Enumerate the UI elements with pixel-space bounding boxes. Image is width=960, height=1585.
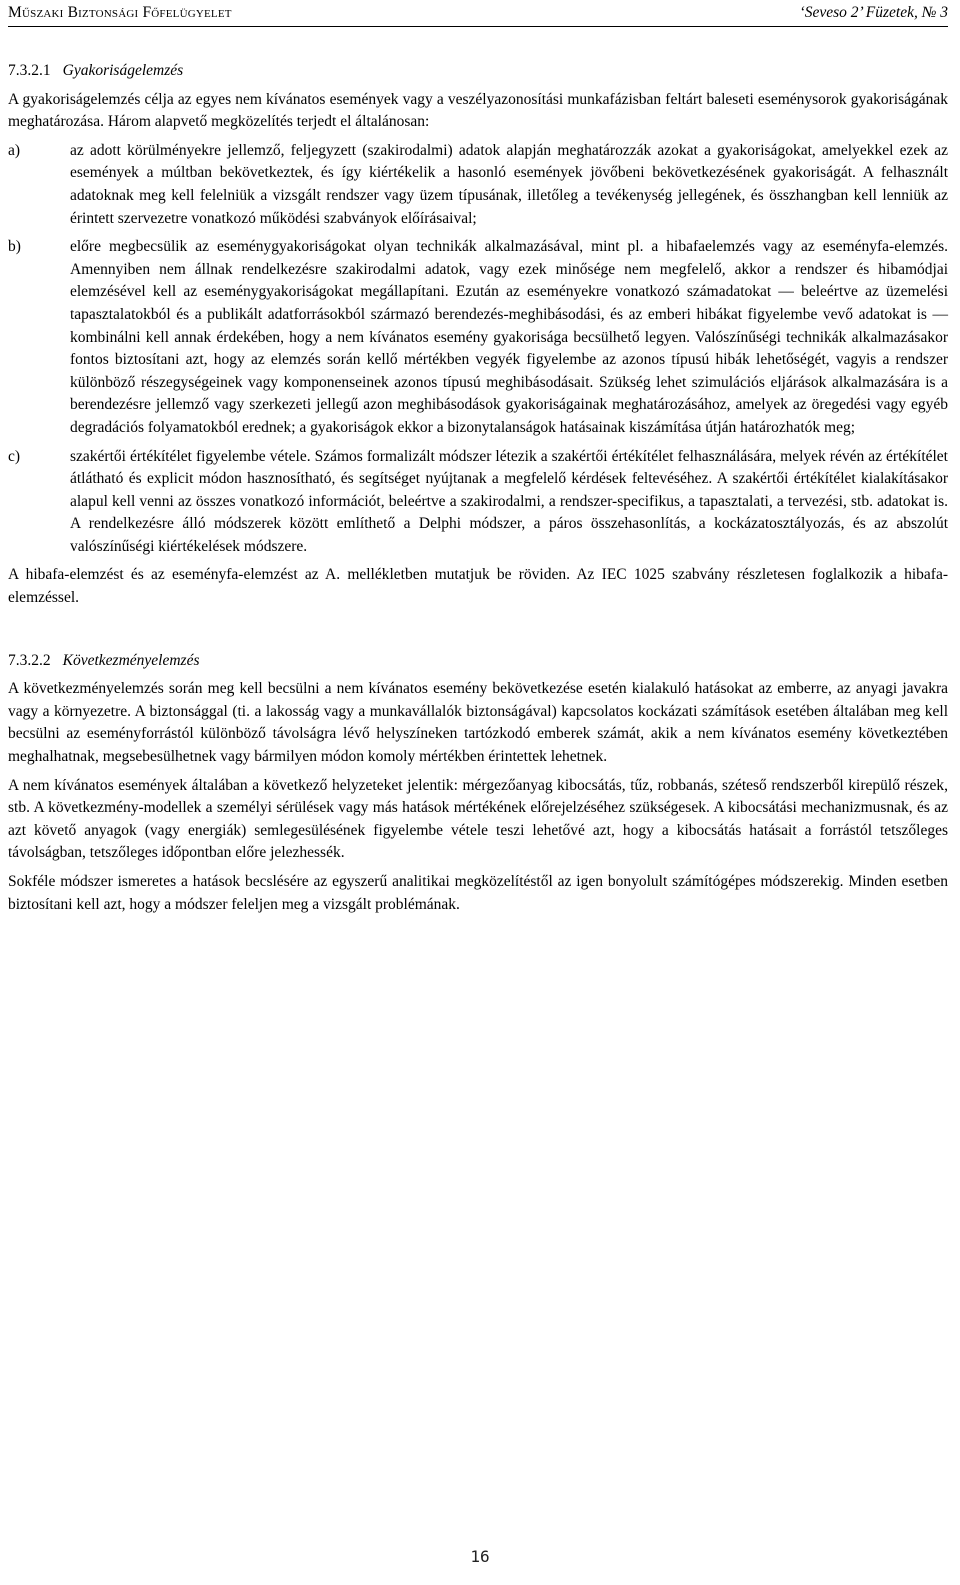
section-heading-frequency <box>8 60 948 83</box>
page-content <box>8 60 948 916</box>
section-number: 7.3.2.1 <box>8 62 51 79</box>
page-number: 16 <box>470 1547 490 1566</box>
closing-paragraph: A hibafa-elemzést és az eseményfa-elemzést az A. mellékletben mutatjuk be röviden. Az IEC 1025 szabvány részletesen foglalkozik a hibafa-elemzéssel. <box>8 566 948 607</box>
section-number: 7.3.2.2 <box>8 651 51 669</box>
section-title: Következményelemzés <box>62 651 200 669</box>
list-text: előre megbecsülik az eseménygyakoriságokat olyan technikák alkalmazásával, mint pl. a hibafaelemzés vagy az eseményfa-elemzés. Amennyiben nem állnak rendelkezésre szakirodalmi adatok, vagy ezek minősége nem megfelelő, akkor a rendszer és hibamódjai elemzésével kell az eseménygyakoriságokat megállapítani. Ezután az eseményekre vonatkozó számadatokat — beleértve az üzemelési tapasztalatokból és a publikált adatforrásokból származó berendezés-meghibásodási, és az emberi hibákat figyelembe vevő adatokat is — kombinálni kell annak érdekében, hogy a nem kívánatos esemény gyakorisága becsülhető legyen. Valószínűségi technikák alkalmazásakor fontos biztosítani azt, hogy az elemzés során kellő mértékben vegyék figyelembe az azonos típusú hibák lehetőségét, vagyis a rendszer különböző részegységeinek vagy komponenseinek azonos típusú meghibásodásait. Szükség lehet szimulációs eljárások alkalmazására is a berendezésre jellemző vagy szerkezeti jellegű azon meghibásodások gyakoriságainak meghatározásához, amelyek az öregedési vagy egyéb degradációs folyamatokból erednek; a gyakoriságok ekkor a bizonytalanságok hatásainak kiszámítása útján határozhatók meg; <box>70 238 948 436</box>
header-organization: Műszaki Biztonsági Főfelügyelet <box>8 4 232 21</box>
list-text: az adott körülményekre jellemző, feljegyzett (szakirodalmi) adatok alapján meghatározzák azokat a gyakoriságokat, amelyekkel ezek az események a múltban bekövetkeztek, és így kiértékelik a hasonló események jövőbeni bekövetkezésének gyakoriságát. A felhasznált adatoknak meg kell felelniük a vizsgált rendszer vagy üzem típusának, illetőleg a tevékenység jellegének, és összhangban kell lenniük az érintett szervezetre vonatkozó működési szabványok előírásaival; <box>70 141 948 227</box>
list-label: a) <box>8 141 21 159</box>
list-label: b) <box>8 238 21 256</box>
list-item-c <box>8 446 948 559</box>
list-text: szakértői értékítélet figyelembe vétele. Számos formalizált módszer létezik a szakértői értékítélet felhasználására, melyek révén az értékítélet átlátható és explicit módon hasznosítható, és segítséget nyújtanak a megfelelő kérdések feltevéséhez. A szakértői értékítélet kialakításakor alapul kell venni az összes vonatkozó információt, beleértve a szakirodalmi, a rendszer-specifikus, a tapasztalati, a tervezési, stb. adatokat is. A rendelkezésre álló módszerek között említhető a Delphi módszer, a páros összehasonlítás, a kockázatosztályozás, és az abszolút valószínűségi kiértékelések módszere. <box>70 447 948 555</box>
list-item-b <box>8 236 948 439</box>
header-series-title: ‘Seveso 2’ Füzetek, № 3 <box>799 4 948 21</box>
page-header <box>8 0 948 27</box>
section-title: Gyakoriságelemzés <box>62 62 184 79</box>
section-heading-consequence <box>8 650 948 673</box>
paragraph: Sokféle módszer ismeretes a hatások becslésére az egyszerű analitikai megközelítéstől az igen bonyolult számítógépes módszerekig. Minden esetben biztosítani kell azt, hogy a módszer feleljen meg a vizsgált problémának. <box>8 873 948 913</box>
intro-paragraph: A gyakoriságelemzés célja az egyes nem kívánatos események vagy a veszélyazonosítási munkafázisban feltárt baleseti eseménysorok gyakoriságának meghatározása. Három alapvető megközelítés terjedt el általánosan: <box>8 90 948 131</box>
paragraph: A nem kívánatos események általában a következő helyzeteket jelentik: mérgezőanyag kibocsátás, tűz, robbanás, széteső rendszerből kirepülő részek, stb. A következmény-modellek a személyi sérülések vagy más hatások mértékének előrejelzéséhez szükségesek. A kibocsátási mechanizmusnak, és az azt követő anyagok (vagy energiák) semlegesülésének figyelembe vétele teszi lehetővé azt, hogy a kibocsátás hatásait a forrástól tetszőleges távolságban, tetszőleges időpontban előre jelezhessék. <box>8 776 948 862</box>
list-item-a <box>8 140 948 230</box>
list-label: c) <box>8 447 21 465</box>
paragraph: A következményelemzés során meg kell becsülni a nem kívánatos esemény bekövetkezése esetén kialakuló hatásokat az emberre, az anyagi javakra vagy a környezetre. A biztonsággal (ti. a lakosság vagy a munkavállalók biztonságával) kapcsolatos kockázati számítások esetében általában meg kell becsülni az eseményforrástól különböző távolságra lévő helyszíneken tartózkodó emberek számát, akik a nem kívánatos esemény következtében meghalhatnak, megsebesülhetnek vagy bármilyen módon komoly mértékben érintettek lehetnek. <box>8 680 948 766</box>
